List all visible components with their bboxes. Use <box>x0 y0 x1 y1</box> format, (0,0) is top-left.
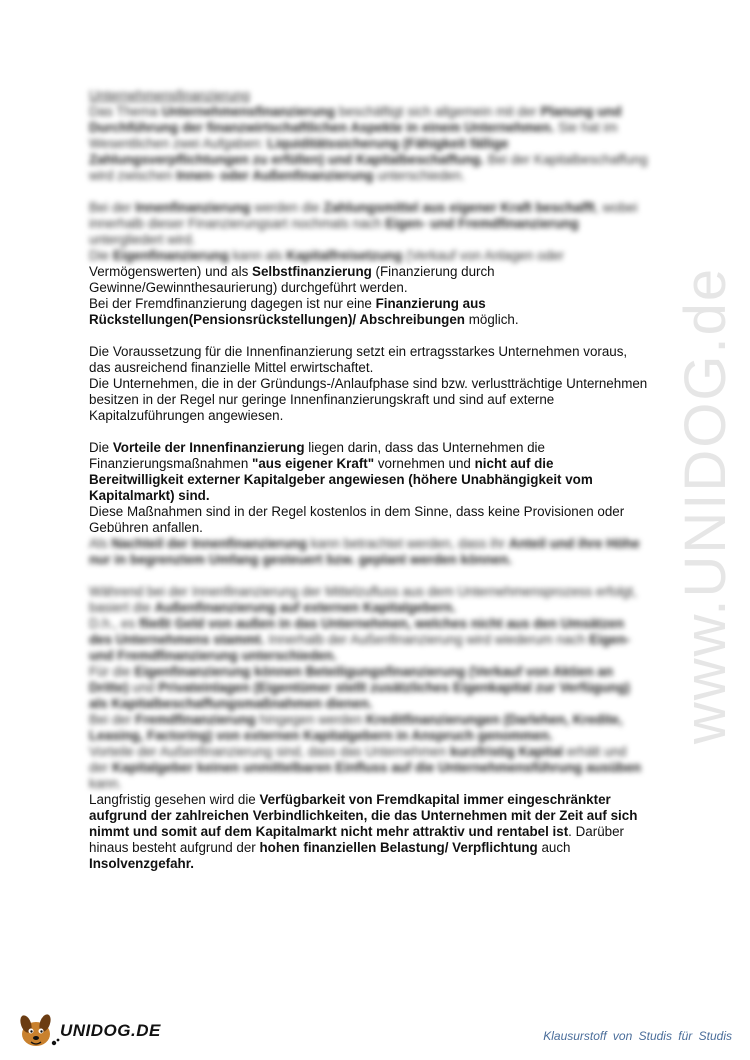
text-run: Das Thema <box>89 104 162 119</box>
logo-text: UNIDOG.DE <box>60 1021 161 1040</box>
bold-text: Selbstfinanzierung <box>252 264 372 279</box>
paragraph <box>89 264 649 296</box>
bold-text: Kreditfinanzierungen (Darlehen, Kredite, Leasing, Factoring) von externen Kapitalgebern in Anspruch genommen. <box>89 712 623 743</box>
paragraph <box>89 792 649 872</box>
dog-icon <box>14 1010 62 1050</box>
text-run: hingegen werden <box>255 712 366 727</box>
text-run: erhält und der <box>89 744 627 775</box>
text-run: möglich. <box>465 312 519 327</box>
text-run: . Darüber hinaus besteht aufgrund der <box>89 824 624 855</box>
text-run: kann als <box>228 248 287 263</box>
bold-text: fließt Geld von außen in das Unternehmen, welches nicht aus den Umsätzen des Unternehmens stammt. <box>89 616 625 647</box>
bold-text: Eigen- und Fremdfinanzierung <box>385 216 579 231</box>
bold-text: Innenfinanzierung <box>135 200 251 215</box>
clear-section-bottom <box>89 792 649 872</box>
paragraph <box>89 296 649 328</box>
text-run: Die <box>89 248 113 263</box>
paragraph <box>89 616 649 664</box>
bold-text: Eigen- und Fremdfinanzierung unterschieden. <box>89 632 631 663</box>
bold-text: Finanzierung aus Rückstellungen(Pensionsrückstellungen)/ Abschreibungen <box>89 296 486 327</box>
text-run: , wobei innerhalb dieser Finanzierungsart nochmals nach <box>89 200 638 231</box>
text-run: Die <box>89 440 113 455</box>
text-run: unterschieden. <box>373 168 466 183</box>
blurred-section-middle <box>89 536 649 792</box>
bold-text: Zahlungsmittel aus eigener Kraft beschafft <box>323 200 596 215</box>
bold-text: Eigenfinanzierung <box>112 248 229 263</box>
text-run: beschäftigt sich allgemein mit der <box>335 104 541 119</box>
footer-tagline: Klausurstoff von Studis für Studis <box>543 1029 732 1043</box>
text-run: Vorteile der Außenfinanzierung sind, dass das Unternehmen <box>89 744 451 759</box>
bold-text: "aus eigener Kraft" <box>252 456 375 471</box>
bold-text: Verfügbarkeit von Fremdkapital immer eingeschränkter aufgrund der zahlreichen Verbindlichkeiten, die das Unternehmen mit der Zeit auf sich nimmt und somit auf dem Kapitalmarkt nicht mehr attraktiv und rentabel ist <box>89 792 638 839</box>
text-run: Sie hat im Wesentlichen zwei Aufgaben: <box>89 120 618 151</box>
paragraph <box>89 104 649 184</box>
paragraph <box>89 248 649 264</box>
paragraph <box>89 744 649 792</box>
text-run: werden die <box>250 200 324 215</box>
document-title: Unternehmensfinanzierung <box>89 88 250 103</box>
text-run: auch <box>537 840 571 855</box>
text-run: Diese Maßnahmen sind in der Regel kostenlos in dem Sinne, dass keine Provisionen oder Gebühren anfallen. <box>89 504 625 535</box>
paragraph <box>89 536 649 568</box>
bold-text: Insolvenzgefahr. <box>89 856 194 871</box>
text-run: kann betrachtet werden, dass ihr <box>307 536 509 551</box>
text-run: Bei der <box>89 200 136 215</box>
text-run: kann. <box>89 776 122 791</box>
text-run: liegen darin, dass das Unternehmen die Finanzierungsmaßnahmen <box>89 440 545 471</box>
text-run: D.h., es <box>89 616 139 631</box>
bold-text: kurzfristig Kapital <box>450 744 564 759</box>
text-run: Innerhalb der Außenfinanzierung wird wiederum nach <box>264 632 590 647</box>
bold-text: Planung und Durchführung der finanzwirtschaftlichen Aspekte in einem Unternehmen. <box>89 104 622 135</box>
text-run: Bei der Fremdfinanzierung dagegen ist nur eine <box>89 296 376 311</box>
bold-text: Innen- oder Außenfinanzierung <box>176 168 374 183</box>
paragraph <box>89 344 649 376</box>
bold-text: Außenfinanzierung auf externen Kapitalgebern. <box>154 600 456 615</box>
bold-text: Liquiditätssicherung (Fähigkeit fällige Zahlungsverpflichtungen zu erfüllen) und Kapitalbeschaffung. <box>89 136 509 167</box>
text-run: vornehmen und <box>374 456 475 471</box>
paragraph <box>89 664 649 712</box>
bold-text: Anteil und ihre Höhe nur in begrenztem Umfang gesteuert bzw. geplant werden können. <box>89 536 640 567</box>
text-run: und <box>128 680 159 695</box>
bold-text: Vorteile der Innenfinanzierung <box>112 440 305 455</box>
text-run: (Finanzierung durch Gewinne/Gewinnthesaurierung) durchgeführt werden. <box>89 264 495 295</box>
text-run: Vermögenswerten) und als <box>89 264 253 279</box>
bold-text: Kapitalgeber keinen unmittelbaren Einfluss auf die Unternehmensführung ausüben <box>112 760 642 775</box>
blurred-section-top <box>89 88 649 264</box>
text-run: Während bei der Innenfinanzierung der Mittelzufluss aus dem Unternehmensprozess erfolgt, basiert die <box>89 584 637 615</box>
watermark-text: www.UNIDOG.de <box>673 266 739 744</box>
text-run: Die Voraussetzung für die Innenfinanzierung setzt ein ertragsstarkes Unternehmen voraus, das ausreichend finanzielle Mittel erwirtschaftet. <box>89 344 628 375</box>
bold-text: Privateinlagen (Eigentümer stellt zusätzliches Eigenkapital zur Verfügung) als Kapitalbeschaffungsmaßnahmen dienen. <box>89 680 630 711</box>
bold-text: Nachteil der Innenfinanzierung <box>111 536 308 551</box>
text-run: Als <box>89 536 112 551</box>
unidog-logo <box>14 1010 164 1050</box>
text-run: (Verkauf von Anlagen oder <box>402 248 564 263</box>
text-run: Bei der <box>89 712 136 727</box>
text-run: untergliedert wird. <box>89 232 196 247</box>
paragraph <box>89 504 649 536</box>
paragraph <box>89 200 649 248</box>
text-run: Für die <box>89 664 135 679</box>
text-run: Die Unternehmen, die in der Gründungs-/Anlaufphase sind bzw. verlustträchtige Unternehmen besitzen in der Regel nur geringe Innenfinanzierungskraft und sind auf externe Kapitalzuführungen angewiesen. <box>89 376 648 423</box>
paragraph <box>89 712 649 744</box>
bold-text: Fremdfinanzierung <box>135 712 256 727</box>
paragraph <box>89 440 649 504</box>
watermark <box>673 266 739 744</box>
text-run: Langfristig gesehen wird die <box>89 792 260 807</box>
bold-text: Unternehmensfinanzierung <box>161 104 336 119</box>
bold-text: hohen finanziellen Belastung/ Verpflichtung <box>259 840 538 855</box>
text-run: Bei der Kapitalbeschaffung wird zwischen <box>89 152 648 183</box>
document-body <box>89 88 649 872</box>
paragraph <box>89 376 649 424</box>
clear-section-middle <box>89 264 649 536</box>
bold-text: nicht auf die Bereitwilligkeit externer Kapitalgeber angewiesen (höhere Unabhängigkeit vom Kapitalmarkt) sind. <box>89 456 593 503</box>
bold-text: Kapitalfreisetzung <box>286 248 403 263</box>
bold-text: Eigenfinanzierung können Beteiligungsfinanzierung (Verkauf von Aktien an Dritte) <box>89 664 614 695</box>
paragraph <box>89 584 649 616</box>
